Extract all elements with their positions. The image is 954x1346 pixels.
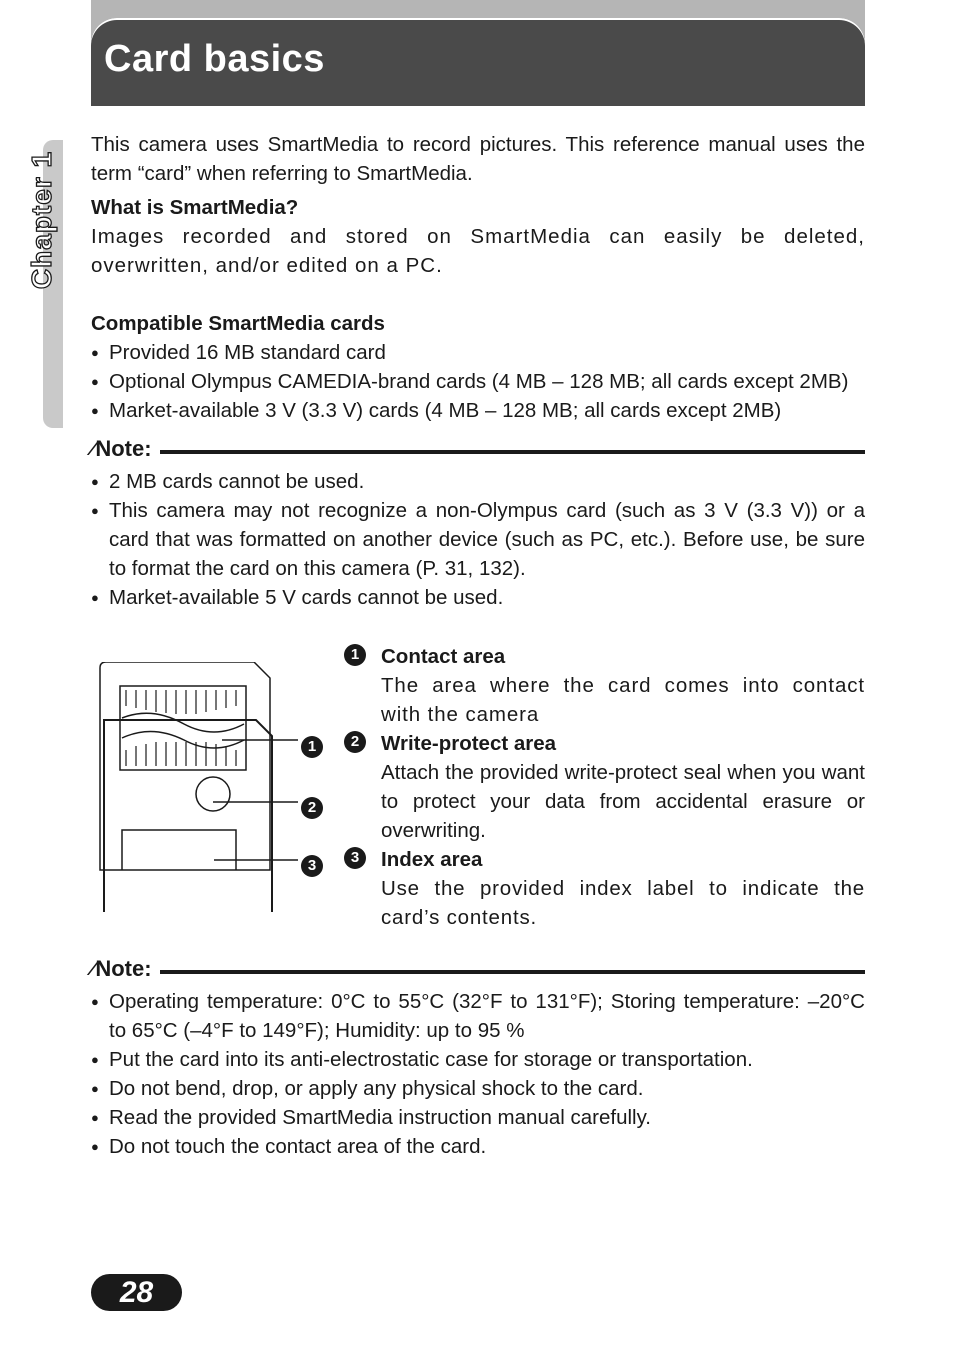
note-label: Note: xyxy=(95,956,152,981)
compatible-heading: Compatible SmartMedia cards xyxy=(91,312,385,335)
chapter-label-text: Chapter 1 xyxy=(26,150,57,290)
part-body: The area where the card comes into contact with the camera xyxy=(381,674,865,726)
list-item: ● Do not bend, drop, or apply any physical shock to the card. xyxy=(91,1074,865,1103)
list-item: ● Market-available 5 V cards cannot be used. xyxy=(91,583,865,612)
callout-1: 1 xyxy=(301,736,323,758)
part-number: 3 xyxy=(344,847,366,869)
list-item: ● Operating temperature: 0°C to 55°C (32°F to 131°F); Storing temperature: –20°C to 65°C (–4°F to 149°F); Humidity: up to 95 % xyxy=(91,987,865,1045)
part-write-protect-area xyxy=(344,729,865,845)
note-list xyxy=(91,467,865,612)
page-number: 28 xyxy=(91,1274,182,1311)
what-is-heading: What is SmartMedia? xyxy=(91,196,299,219)
list-item: ● 2 MB cards cannot be used. xyxy=(91,467,865,496)
what-is-body: Images recorded and stored on SmartMedia can easily be deleted, overwritten, and/or edited on a PC. xyxy=(91,225,865,277)
part-title: Write-protect area xyxy=(381,732,557,755)
part-index-area xyxy=(344,845,865,932)
part-body: Use the provided index label to indicate the card’s contents. xyxy=(381,877,865,929)
part-number: 2 xyxy=(344,731,366,753)
main-content xyxy=(91,130,865,1161)
compatible-list xyxy=(91,338,865,425)
note-header xyxy=(91,954,865,984)
part-title: Index area xyxy=(381,848,483,871)
list-item: ● Do not touch the contact area of the card. xyxy=(91,1132,865,1161)
list-item: ● Put the card into its anti-electrostatic case for storage or transportation. xyxy=(91,1045,865,1074)
callout-3: 3 xyxy=(301,855,323,877)
note-divider xyxy=(160,450,865,454)
smartmedia-card-illustration xyxy=(96,662,336,912)
pencil-icon: ∕ xyxy=(91,437,95,460)
part-title: Contact area xyxy=(381,645,506,668)
part-body: Attach the provided write-protect seal when you want to protect your data from accidental erasure or overwriting. xyxy=(381,761,865,842)
list-item: ● Read the provided SmartMedia instruction manual carefully. xyxy=(91,1103,865,1132)
list-item: ● Market-available 3 V (3.3 V) cards (4 MB – 128 MB; all cards except 2MB) xyxy=(91,396,865,425)
note-header xyxy=(91,434,865,464)
list-item: ● Provided 16 MB standard card xyxy=(91,338,865,367)
pencil-icon: ∕ xyxy=(91,957,95,980)
card-diagram-section xyxy=(91,642,865,932)
note-label: Note: xyxy=(95,436,152,461)
list-item: ● Optional Olympus CAMEDIA-brand cards (4 MB – 128 MB; all cards except 2MB) xyxy=(91,367,865,396)
title-bar xyxy=(91,18,865,106)
part-descriptions xyxy=(344,642,865,932)
page-title: Card basics xyxy=(104,38,325,80)
note-list xyxy=(91,987,865,1161)
intro-paragraph: This camera uses SmartMedia to record pictures. This reference manual uses the term “card” when referring to SmartMedia. xyxy=(91,133,865,185)
part-number: 1 xyxy=(344,644,366,666)
note-divider xyxy=(160,970,865,974)
list-item: ● This camera may not recognize a non-Olympus card (such as 3 V (3.3 V)) or a card that was formatted on another device (such as PC, etc.). Before use, be sure to format the card on this camera (P. 31, 132). xyxy=(91,496,865,583)
callout-2: 2 xyxy=(301,797,323,819)
part-contact-area xyxy=(344,642,865,729)
